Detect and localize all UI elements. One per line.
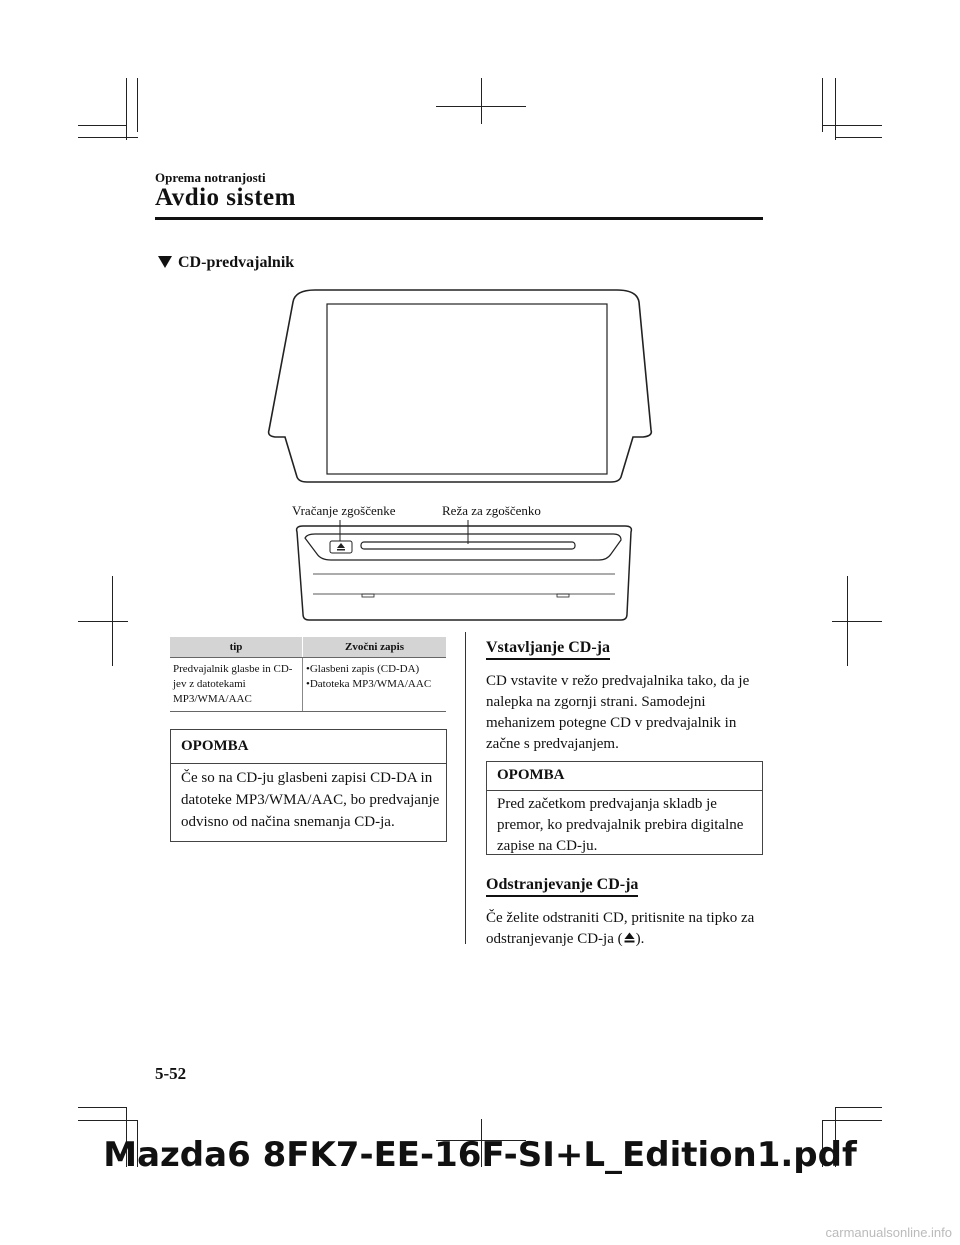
footer-filename: Mazda6 8FK7-EE-16F-SI+L_Edition1.pdf [103, 1135, 857, 1175]
format-item: • Datoteka MP3/WMA/AAC [306, 677, 443, 692]
format-table [170, 637, 446, 712]
paragraph-insert-cd: CD vstavite v režo predvajalnika tako, da je nalepka na zgornji strani. Samodejni mehanizem potegne CD v predvajalnik in začne s predvajanjem. [486, 673, 750, 752]
heading-insert-cd: Vstavljanje CD-ja [486, 639, 610, 660]
table-row [170, 658, 446, 712]
column-divider [465, 632, 466, 944]
paragraph-remove-text-before: Če želite odstraniti CD, pritisnite na tipko za odstranjevanje CD-ja ( [486, 910, 755, 947]
table-header-format: Zvočni zapis [303, 637, 447, 658]
note-title: OPOMBA [487, 762, 762, 791]
table-header-type: tip [170, 637, 303, 658]
label-slot: Reža za zgoščenko [442, 503, 541, 518]
table-cell-formats [303, 658, 447, 712]
subsection-heading [158, 254, 294, 272]
note-box-left [170, 729, 447, 842]
label-eject: Vračanje zgoščenke [292, 503, 396, 518]
watermark: carmanualsonline.info [825, 1225, 952, 1240]
title-rule [155, 217, 763, 220]
note-text: Če so na CD-ju glasbeni zapisi CD-DA in datoteke MP3/WMA/AAC, bo predvajanje odvisno od načina snemanja CD-ja. [181, 770, 440, 830]
callout-lines [340, 520, 468, 544]
eject-button [330, 541, 352, 553]
note-box-right [486, 761, 763, 855]
display-screen [269, 290, 652, 482]
heading-remove-cd: Odstranjevanje CD-ja [486, 876, 638, 897]
paragraph-remove-text-after: ). [635, 931, 645, 947]
triangle-bullet-icon [158, 256, 172, 268]
note-title: OPOMBA [171, 730, 446, 764]
subsection-heading-text: CD-predvajalnik [178, 254, 295, 271]
cd-unit [297, 526, 632, 620]
format-item: • Glasbeni zapis (CD-DA) [306, 662, 443, 677]
table-header-row [170, 637, 446, 658]
page-number: 5-52 [155, 1064, 187, 1083]
paragraph-remove-cd [486, 908, 761, 950]
section-label: Oprema notranjosti [155, 170, 266, 185]
note-text: Pred začetkom predvajanja skladb je premor, ko predvajalnik prebira digitalne zapise na CD-ju. [497, 796, 744, 854]
eject-icon [623, 931, 636, 944]
table-cell-type: Predvajalnik glasbe in CD-jev z datotekami MP3/WMA/AAC [170, 658, 303, 712]
chapter-title: Avdio sistem [155, 184, 296, 211]
cd-player-illustration [265, 282, 665, 622]
